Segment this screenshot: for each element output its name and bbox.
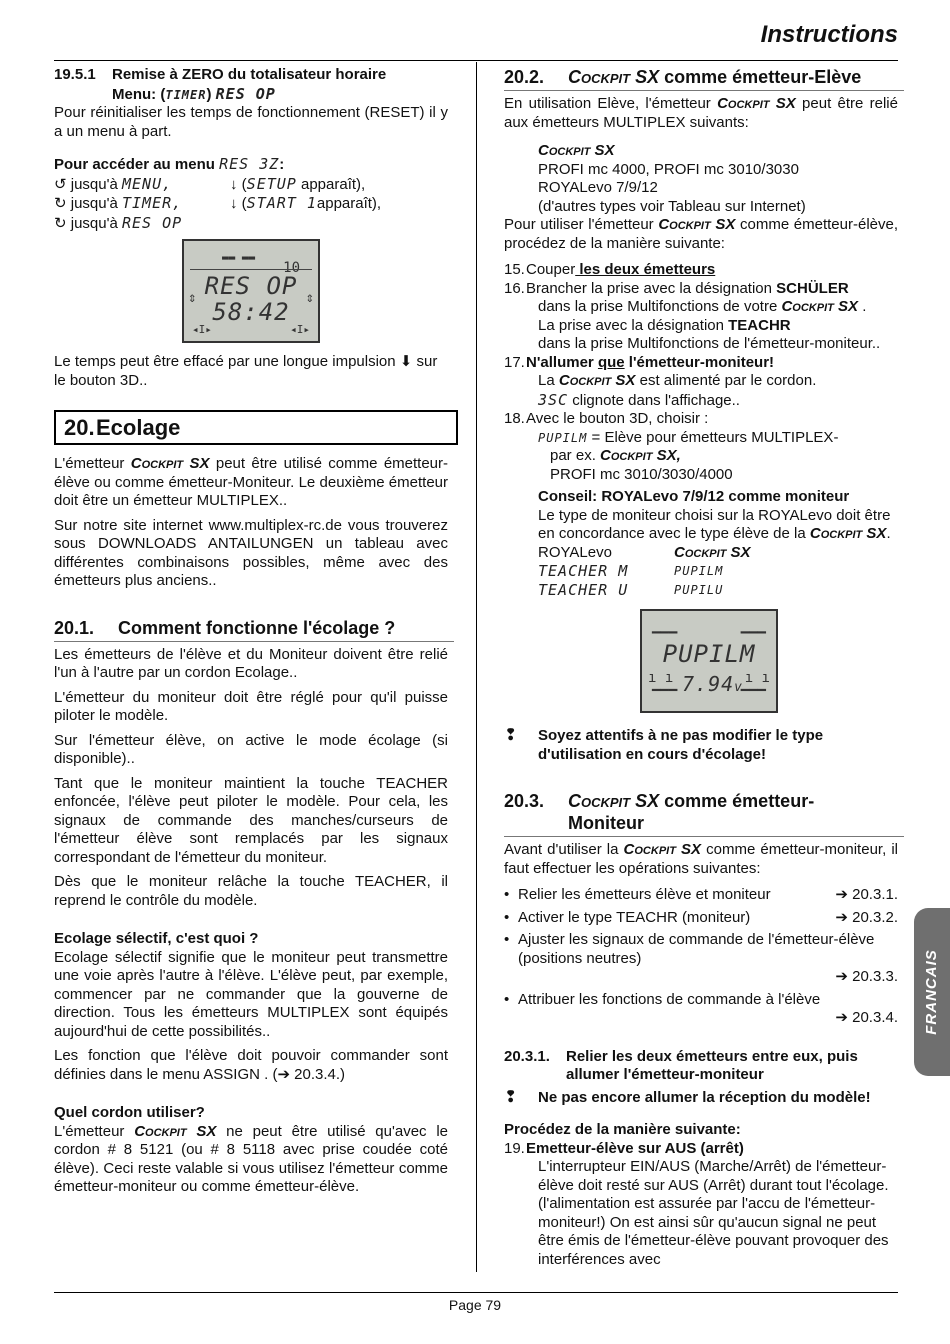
rotate-icon: ↻ <box>54 195 67 212</box>
down-arrow-icon: ↓ <box>230 195 238 212</box>
lcd-text: PUPILM <box>538 430 588 445</box>
brand-name: Cockpit SX <box>717 95 796 112</box>
text: Le type de moniteur choisi sur la ROYALevo doit être en concordance avec le type élève de la <box>538 506 891 542</box>
list-item-body <box>518 931 898 987</box>
access-heading: Pour accéder au menu RES ЗZ: <box>54 155 285 173</box>
text: PROFI mc 3010/3030/4000 <box>550 465 733 483</box>
section-number: 20.3. <box>504 791 545 811</box>
lcd-top-value: 10 <box>283 260 300 276</box>
list-item-text: Relier les émetteurs élève et moniteur <box>518 886 771 903</box>
lcd-bar-icon: ▔▔▔ <box>652 689 678 706</box>
text: comme émetteur-élève, procédez de la manière suivante: <box>504 216 899 252</box>
list-item-body <box>518 886 898 905</box>
brand-name: Cockpit SX <box>568 67 660 87</box>
nav-step <box>54 175 448 195</box>
brand-name: Cockpit SX <box>781 298 859 315</box>
list-item-body <box>518 991 898 1028</box>
table-cell: TEACHER U <box>538 580 629 599</box>
section-19-5-1-heading <box>54 66 448 104</box>
language-tab <box>914 908 950 1076</box>
bullet-icon: • <box>504 931 510 948</box>
nav-step-left <box>54 175 230 195</box>
step-number: 16. <box>504 279 525 297</box>
text: . <box>886 525 891 542</box>
section-title: comme émetteur-Elève <box>664 67 862 87</box>
compatible-model: PROFI mc 4000, PROFI mc 3010/3030 <box>538 160 799 178</box>
nav-text: ( <box>241 195 247 212</box>
text: comme émetteur-moniteur, il faut effectuer les opérations suivantes: <box>504 841 898 877</box>
list-item <box>504 991 898 1028</box>
header-title: Instructions <box>760 21 898 48</box>
step-16 <box>504 280 898 354</box>
text: Pour utiliser l'émetteur <box>504 216 654 233</box>
section-title: Relier les deux émetteurs entre eux, puis allumer l'émetteur-moniteur <box>566 1047 858 1083</box>
list-item <box>504 931 898 987</box>
text: par ex. <box>550 447 596 464</box>
list-item <box>504 909 898 928</box>
lcd-bar-icon: ▁▁▁ <box>740 618 766 634</box>
footer-rule <box>54 1292 898 1293</box>
lcd-display-reset <box>182 239 320 343</box>
brand-name: Cockpit SX <box>623 841 702 858</box>
lcd-time: 58:42 <box>212 298 290 326</box>
brand-name: Cockpit SX, <box>600 447 681 464</box>
text: Avant d'utiliser la <box>504 841 619 858</box>
section-number: 19.5.1 <box>54 66 96 83</box>
text: les deux émetteurs <box>575 261 716 278</box>
step-number: 19. <box>504 1139 525 1157</box>
step-text <box>526 410 838 484</box>
section-number: 20.1. <box>54 617 95 638</box>
lcd-main-text: RES OP <box>204 272 298 300</box>
paragraph: Pour réinitialiser les temps de fonctionnement (RESET) il y a un menu à part. <box>54 104 448 140</box>
paragraph: Les émetteurs de l'élève et du Moniteur doivent être relié l'un à l'autre par un cordon Ecolage.. <box>54 645 448 681</box>
lcd-trim-right-icon: ⇕ <box>305 290 314 306</box>
rotate-icon: ↻ <box>54 214 67 232</box>
section-title-text: Remise à ZERO du totalisateur horaire <box>112 66 387 83</box>
left-column <box>54 66 448 1197</box>
table-cell: PUPILM <box>674 564 724 578</box>
paragraph: Le temps peut être effacé par une longue impulsion ⬇ sur le bouton 3D.. <box>54 353 438 389</box>
nav-step <box>54 194 448 214</box>
brand-name: Cockpit SX <box>130 455 210 472</box>
section-20-heading <box>54 410 458 445</box>
warning-text: Soyez attentifs à ne pas modifier le type d'utilisation en cours d'écolage! <box>538 727 824 763</box>
conseil-heading: Conseil: ROYALevo 7/9/12 comme moniteur <box>538 488 850 505</box>
section-title-line2: Moniteur <box>568 813 644 833</box>
table-header: ROYALevo <box>538 543 612 561</box>
text: est alimenté par le cordon. <box>639 372 817 389</box>
lcd-separator <box>190 269 312 270</box>
mapping-table <box>538 562 898 599</box>
section-title: Remise à ZERO du totalisateur horaire Menu: (TIMER) RES OP <box>112 66 387 103</box>
nav-step <box>54 214 448 234</box>
conseil-block <box>504 488 898 599</box>
lcd-text: ЗSC <box>538 390 569 409</box>
section-title: Comment fonctionne l'écolage ? <box>118 617 396 638</box>
bullet-icon: • <box>504 886 510 903</box>
warning-note <box>504 1089 898 1108</box>
nav-text: jusqu'à <box>70 195 118 212</box>
section-title: comme émetteur- <box>664 791 815 811</box>
table-header: Cockpit SX <box>674 543 751 561</box>
step-text <box>526 261 715 280</box>
step-18 <box>504 410 898 484</box>
list-item-ref: ➔ 20.3.2. <box>835 908 898 926</box>
warning-text: Ne pas encore allumer la réception du modèle! <box>538 1088 871 1106</box>
lcd-text: SETUP <box>246 174 297 193</box>
paragraph <box>504 216 898 253</box>
brand-name: Cockpit SX <box>809 525 887 542</box>
warning-icon: ❢ <box>504 727 518 744</box>
paragraph: L'émetteur du moniteur doit être réglé pour qu'il puisse piloter le modèle. <box>54 688 448 724</box>
step-number: 17. <box>504 353 525 371</box>
step-number: 18. <box>504 410 525 427</box>
brand-name: Cockpit SX <box>538 142 615 159</box>
table-cell: TEACHER M <box>538 562 629 580</box>
lcd-bar-icon: ▁▁▁ <box>652 618 678 634</box>
warning-note <box>504 727 898 764</box>
lcd-text: RES OP <box>215 84 276 103</box>
warning-icon: ❢ <box>504 1088 518 1106</box>
list-item-text: Activer le type TEACHR (moniteur) <box>518 908 751 926</box>
paragraph: Les fonction que l'élève doit pouvoir commander sont définies dans le menu ASSIGN . (➔ 20.3.4.) <box>54 1047 448 1083</box>
lcd-bar-icon: ▔▔▔ <box>740 689 766 706</box>
lcd-text: TIMER <box>165 87 207 102</box>
step-text <box>526 280 880 354</box>
nav-text: apparaît), <box>296 175 366 193</box>
navigation-steps <box>54 175 448 234</box>
lcd-voltage <box>682 672 743 698</box>
right-column <box>504 66 898 1269</box>
lcd-trim-left-icon: ı ı <box>648 670 674 686</box>
section-20-3-1-heading <box>504 1048 898 1085</box>
conseil-text <box>538 507 898 544</box>
text: La <box>538 372 555 389</box>
text: = Elève pour émetteurs MULTIPLEX- <box>587 428 839 446</box>
paragraph: Sur l'émetteur élève, on active le mode écolage (si disponible).. <box>54 731 448 767</box>
compatible-model: (d'autres types voir Tableau sur Internet) <box>538 197 806 215</box>
header-rule <box>54 60 898 61</box>
paragraph: Tant que le moniteur maintient la touche TEACHER enfoncée, l'élève peut piloter le modèle. Pour cela, les signaux de commande des manches/curseurs de l'émetteur élève sont remplacés par les signaux correspondant de l'émetteur du moniteur. <box>54 774 448 866</box>
down-arrow-icon: ↓ <box>230 175 238 193</box>
section-number: 20.2. <box>504 67 545 87</box>
lcd-trim-bottom-left-icon: ◂I▸ <box>192 322 212 336</box>
bullet-icon: • <box>504 908 510 926</box>
text: l'émetteur-moniteur! <box>628 353 775 371</box>
list-item-text: Ajuster les signaux de commande de l'émetteur-élève (positions neutres) <box>518 931 875 967</box>
text: N'allumer <box>526 353 594 371</box>
lcd-text: TIMER, <box>122 194 183 212</box>
lcd-display-pupil <box>640 609 778 713</box>
nav-step-left <box>54 194 230 214</box>
brand-name: Cockpit SX <box>134 1122 217 1140</box>
list-item-ref: ➔ 20.3.3. <box>835 968 898 985</box>
lcd-text: MENU, <box>122 174 173 193</box>
text: clignote dans l'affichage.. <box>568 391 740 409</box>
nav-text: ( <box>241 175 247 193</box>
bullet-icon: • <box>504 990 510 1008</box>
text: dans la prise Multifonctions de l'émetteur-moniteur.. <box>538 335 881 352</box>
paragraph: Sur notre site internet www.multiplex-rc.de vous trouverez sous DOWNLOADS ANTAILUNGEN un tableau avec différentes combinaisons possibles, même avec des émetteurs plus anciens.. <box>54 516 448 589</box>
section-20-3-heading <box>504 790 904 837</box>
page-number: Page 79 <box>448 1297 502 1313</box>
paragraph <box>504 841 898 878</box>
text: peut être utilisé comme émetteur-élève ou comme émetteur-Moniteur. Le deuxième émetteur doit être un émetteur MULTIPLEX.. <box>54 455 449 509</box>
paragraph: L'interrupteur EIN/AUS (Marche/Arrêt) de l'émetteur-élève doit resté sur AUS (Arrêt) durant tout l'écolage. (l'alimentation est assurée par l'accu de l'émetteur-moniteur!) On est ainsi sûr qu'aucun signal ne peut être émis de l'émetteur-élève pouvant provoquer des interférences avec <box>538 1158 889 1268</box>
section-20-2-heading <box>504 66 904 91</box>
lcd-trim-left-icon: ⇕ <box>188 290 197 306</box>
list-item-line <box>518 886 898 905</box>
text: La prise avec la désignation <box>538 316 724 334</box>
list-item-body <box>518 909 898 928</box>
text: Avec le bouton 3D, choisir : <box>526 410 709 427</box>
list-item-line <box>518 909 898 928</box>
access-label: Pour accéder au menu <box>54 156 215 173</box>
lcd-airplane-icon: ▬▬ ▬▬ <box>222 251 256 264</box>
paragraph: Dès que le moniteur relâche la touche TEACHER, il reprend le contrôle du modèle. <box>54 873 448 909</box>
paragraph <box>504 95 898 132</box>
text: L'émetteur <box>54 1122 125 1140</box>
nav-step-right <box>230 175 365 195</box>
brand-name: Cockpit SX <box>658 216 736 233</box>
step-17 <box>504 354 898 411</box>
section-number: 20.3.1. <box>504 1047 550 1065</box>
lcd-voltage-unit: v <box>734 680 743 695</box>
step-number: 15. <box>504 261 525 278</box>
procedure-heading: Procédez de la manière suivante: <box>504 1121 741 1138</box>
lcd-text: RES OP <box>122 213 183 232</box>
lcd-text: START 1 <box>246 194 317 212</box>
section-title: Ecolage <box>96 415 181 440</box>
text: TEACHR <box>728 316 791 334</box>
step-text <box>526 354 816 411</box>
paragraph <box>54 455 448 511</box>
list-item <box>504 886 898 905</box>
nav-step-right <box>230 194 381 214</box>
table-row <box>538 562 898 581</box>
lcd-trim-right-icon: ı ı <box>744 670 770 686</box>
compatible-model: ROYALevo 7/9/12 <box>538 179 658 196</box>
text: SCHÜLER <box>776 279 849 297</box>
step-15 <box>504 261 898 280</box>
nav-text: jusqu'à <box>70 214 118 232</box>
compatible-models <box>538 161 898 217</box>
compatible-list <box>504 142 898 216</box>
menu-label: Menu: <box>112 85 157 103</box>
nav-text: apparaît), <box>316 195 382 212</box>
lcd-voltage-value: 7.94 <box>682 672 735 696</box>
language-tab-label: FRANCAIS <box>922 949 940 1035</box>
section-20-1-heading <box>54 617 454 642</box>
text: Brancher la prise avec la désignation <box>526 279 772 297</box>
brand-name: Cockpit SX <box>568 791 660 811</box>
list-item-ref: ➔ 20.3.1. <box>835 886 898 903</box>
lcd-main-text: PUPILM <box>662 640 756 668</box>
list-item-text: Attribuer les fonctions de commande à l'élève <box>518 990 821 1008</box>
step-title: Emetteur-élève sur AUS (arrêt) <box>526 1139 744 1157</box>
nav-step-left <box>54 214 230 234</box>
paragraph: Ecolage sélectif signifie que le moniteur peut transmettre une voie après l'autre à l'élève. L'élève peut, par exemple, commencer par ne commander que la gouverne de direction. Tous les émetteurs MULTIPLEX sont équipés aujourd'hui de cette possibilités.. <box>54 948 448 1040</box>
text: L'émetteur <box>54 455 125 472</box>
list-item-ref: ➔ 20.3.4. <box>835 1009 898 1026</box>
text: . <box>862 298 867 315</box>
section-number: 20. <box>64 415 95 440</box>
table-cell: PUPILU <box>674 582 724 597</box>
rotate-icon: ↺ <box>54 175 67 193</box>
paragraph <box>54 1123 448 1197</box>
operations-list <box>504 886 898 1028</box>
lcd-trim-bottom-right-icon: ◂I▸ <box>290 322 310 336</box>
subheading: Quel cordon utiliser? <box>54 1104 205 1121</box>
text: Couper <box>526 261 576 278</box>
table-row <box>538 581 898 600</box>
text: ne peut être utilisé qu'avec le cordon # 8 5121 (ou # 8 5118 avec prise coudée coté élève). Ceci reste valable si vous utilisez l'émetteur comme émetteur-moniteur ou comme émetteur-élève. <box>54 1122 448 1195</box>
subheading: Ecolage sélectif, c'est quoi ? <box>54 930 259 947</box>
text: dans la prise Multifonctions de votre <box>538 298 778 315</box>
text: En utilisation Elève, l'émetteur <box>504 95 711 112</box>
text: peut être relié aux émetteurs MULTIPLEX suivants: <box>504 95 898 131</box>
mapping-table-header <box>538 544 898 563</box>
column-divider <box>476 62 477 1272</box>
lcd-text: RES ЗZ <box>219 155 280 173</box>
nav-text: jusqu'à <box>70 175 118 193</box>
step-19 <box>504 1140 898 1159</box>
brand-name: Cockpit SX <box>558 372 636 389</box>
text: que <box>597 353 625 371</box>
